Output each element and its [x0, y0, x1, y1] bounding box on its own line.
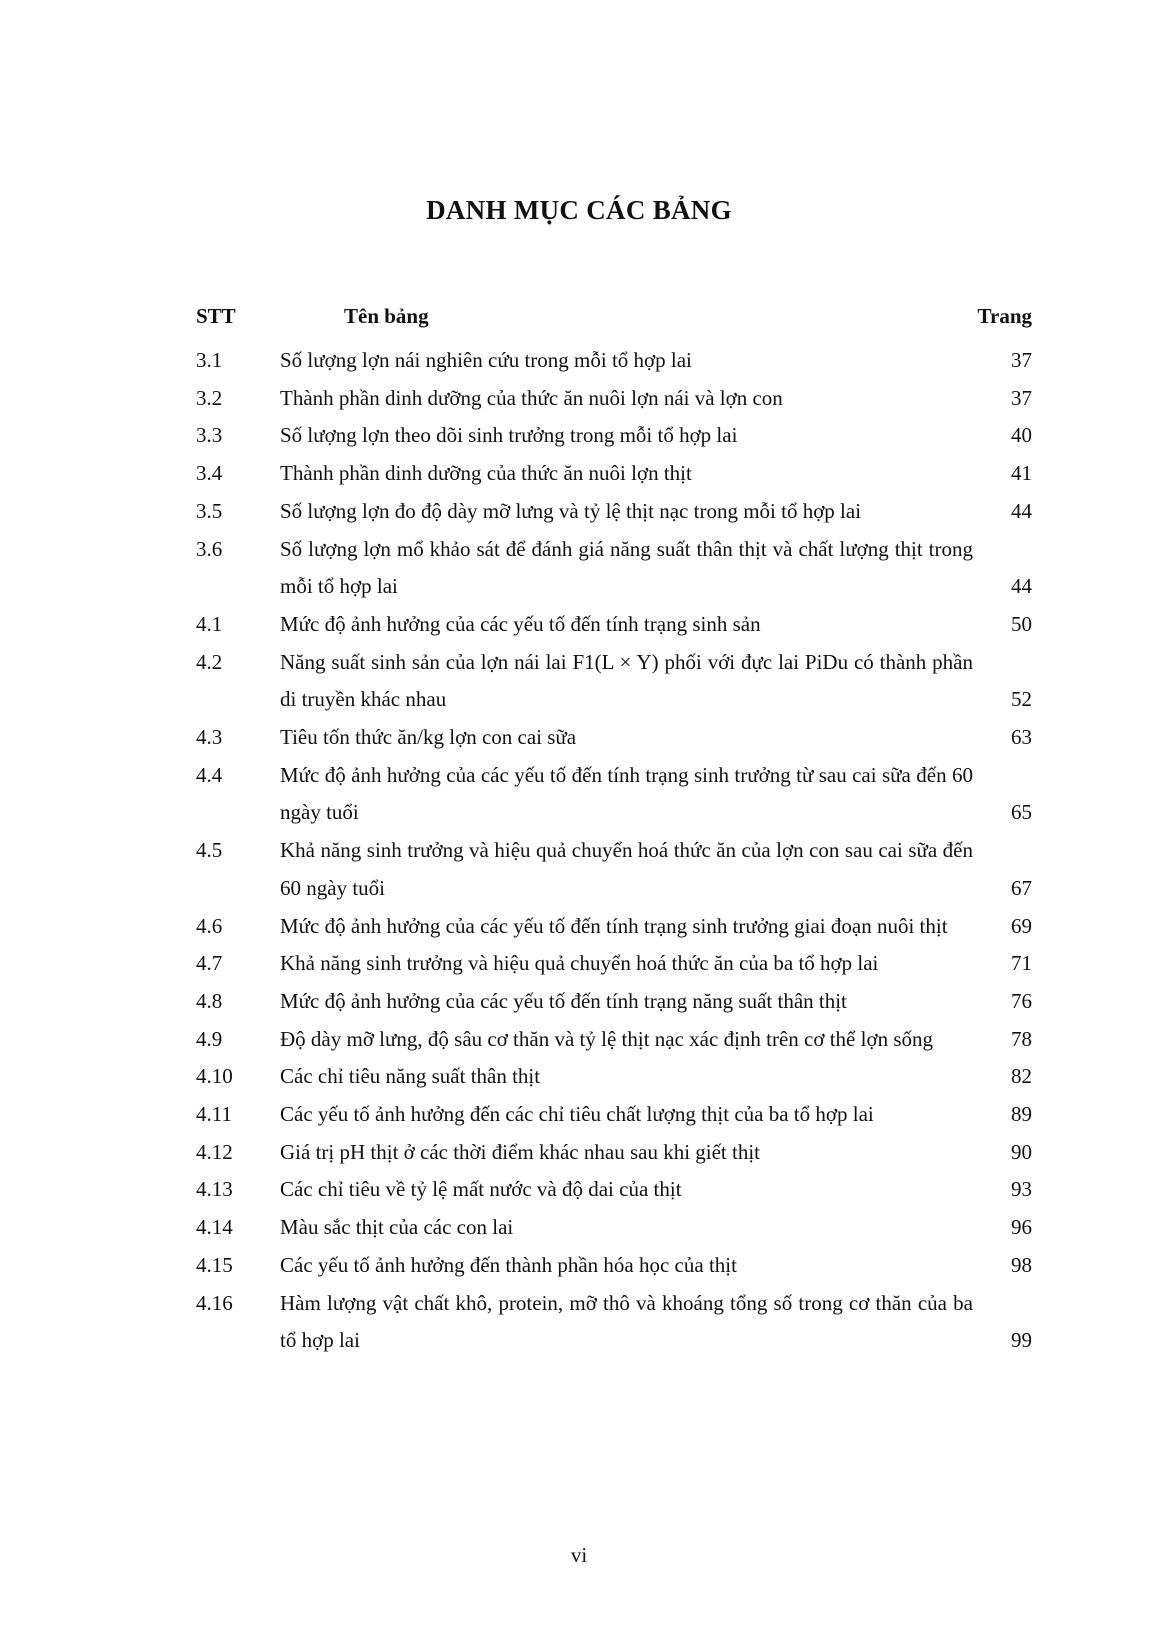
row-title: Mức độ ảnh hưởng của các yếu tố đến tính trạng sinh trưởng giai đoạn nuôi thịt — [280, 913, 948, 938]
row-page: 50 — [1011, 611, 1032, 636]
row-page: 69 — [1011, 913, 1032, 938]
row-page: 76 — [1011, 988, 1032, 1013]
row-number: 4.5 — [196, 838, 223, 863]
header-stt: STT — [196, 304, 236, 328]
row-title: Khả năng sinh trưởng và hiệu quả chuyển hoá thức ăn của ba tổ hợp lai — [280, 951, 879, 976]
table-row[interactable] — [196, 1134, 1032, 1172]
row-page: 63 — [1011, 725, 1032, 750]
row-title: Thành phần dinh dưỡng của thức ăn nuôi lợn thịt — [280, 461, 692, 486]
row-page: 78 — [1011, 1026, 1032, 1051]
row-title: Màu sắc thịt của các con lai — [280, 1215, 514, 1240]
table-row[interactable] — [196, 719, 1032, 757]
row-number: 4.15 — [196, 1252, 233, 1277]
row-title: Số lượng lợn đo độ dày mỡ lưng và tỷ lệ thịt nạc trong mỗi tổ hợp lai — [280, 498, 862, 523]
row-page: 99 — [1011, 1328, 1032, 1353]
row-title: Mức độ ảnh hưởng của các yếu tố đến tính trạng sinh sản — [280, 611, 761, 636]
row-title: Mức độ ảnh hưởng của các yếu tố đến tính trạng năng suất thân thịt — [280, 988, 847, 1013]
row-number: 3.2 — [196, 385, 223, 410]
row-page: 40 — [1011, 423, 1032, 448]
header-page: Trang — [977, 304, 1032, 328]
row-title: Số lượng lợn nái nghiên cứu trong mỗi tổ hợp lai — [280, 348, 692, 372]
table-row[interactable] — [196, 531, 1032, 606]
row-title: Các yếu tố ảnh hưởng đến các chỉ tiêu chất lượng thịt của ba tổ hợp lai — [280, 1102, 874, 1127]
row-title: Số lượng lợn theo dõi sinh trưởng trong mỗi tổ hợp lai — [280, 423, 738, 448]
table-rows — [196, 342, 1032, 1360]
row-number: 4.11 — [196, 1102, 232, 1127]
row-title: Các chỉ tiêu năng suất thân thịt — [280, 1064, 541, 1089]
row-page: 90 — [1011, 1139, 1032, 1164]
row-title: Độ dày mỡ lưng, độ sâu cơ thăn và tỷ lệ thịt nạc xác định trên cơ thể lợn sống — [280, 1026, 933, 1051]
table-row[interactable] — [196, 493, 1032, 531]
row-number: 4.10 — [196, 1064, 233, 1089]
table-row[interactable] — [196, 342, 1032, 380]
table-row[interactable] — [196, 1171, 1032, 1209]
row-title: Năng suất sinh sản của lợn nái lai F1(L × Y) phối với đực lai PiDu có thành phần di truyền khác nhau — [280, 649, 973, 712]
row-title: Mức độ ảnh hưởng của các yếu tố đến tính trạng sinh trưởng từ sau cai sữa đến 60 ngày tuổi — [280, 762, 973, 825]
table-row[interactable] — [196, 945, 1032, 983]
row-number: 4.14 — [196, 1215, 233, 1240]
row-title: Thành phần dinh dưỡng của thức ăn nuôi lợn nái và lợn con — [280, 385, 783, 410]
table-row[interactable] — [196, 1021, 1032, 1059]
row-number: 3.4 — [196, 461, 223, 486]
table-row[interactable] — [196, 757, 1032, 832]
row-page: 65 — [1011, 800, 1032, 825]
row-number: 4.6 — [196, 913, 223, 938]
row-number: 3.3 — [196, 423, 223, 448]
row-page: 52 — [1011, 687, 1032, 712]
table-row[interactable] — [196, 380, 1032, 418]
table-row[interactable] — [196, 417, 1032, 455]
row-page: 41 — [1011, 461, 1032, 486]
table-row[interactable] — [196, 1209, 1032, 1247]
table-row[interactable] — [196, 832, 1032, 907]
row-page: 37 — [1011, 348, 1032, 372]
row-number: 4.9 — [196, 1026, 223, 1051]
row-title: Giá trị pH thịt ở các thời điểm khác nhau sau khi giết thịt — [280, 1139, 761, 1164]
row-title: Tiêu tốn thức ăn/kg lợn con cai sữa — [280, 725, 577, 750]
row-page: 89 — [1011, 1102, 1032, 1127]
row-number: 4.3 — [196, 725, 223, 750]
table-row[interactable] — [196, 644, 1032, 719]
table-row[interactable] — [196, 455, 1032, 493]
row-title: Số lượng lợn mổ khảo sát để đánh giá năng suất thân thịt và chất lượng thịt trong mỗi tổ hợp lai — [280, 536, 973, 599]
row-page: 96 — [1011, 1215, 1032, 1240]
table-row[interactable] — [196, 1096, 1032, 1134]
row-number: 4.13 — [196, 1177, 233, 1202]
row-page: 98 — [1011, 1252, 1032, 1277]
row-number: 4.12 — [196, 1139, 233, 1164]
row-title: Khả năng sinh trưởng và hiệu quả chuyển hoá thức ăn của lợn con sau cai sữa đến 60 ngày tuổi — [280, 838, 973, 900]
row-page: 93 — [1011, 1177, 1032, 1202]
page-number: vi — [570, 1543, 588, 1567]
row-number: 4.1 — [196, 611, 223, 636]
row-page: 71 — [1011, 951, 1032, 976]
row-number: 4.4 — [196, 762, 223, 787]
table-row[interactable] — [196, 1285, 1032, 1360]
row-page: 67 — [1011, 875, 1032, 900]
row-number: 4.16 — [196, 1290, 233, 1315]
row-number: 4.7 — [196, 951, 223, 976]
table-row[interactable] — [196, 606, 1032, 644]
table-row[interactable] — [196, 983, 1032, 1021]
row-number: 4.2 — [196, 649, 223, 674]
row-title: Các yếu tố ảnh hưởng đến thành phần hóa học của thịt — [280, 1252, 737, 1277]
table-row[interactable] — [196, 1058, 1032, 1096]
row-page: 37 — [1011, 385, 1032, 410]
row-number: 3.5 — [196, 498, 223, 523]
row-number: 3.6 — [196, 536, 223, 561]
table-header — [196, 304, 1032, 342]
row-number: 3.1 — [196, 348, 223, 372]
table-row[interactable] — [196, 1247, 1032, 1285]
table-list — [196, 304, 1032, 1360]
row-title: Hàm lượng vật chất khô, protein, mỡ thô và khoáng tổng số trong cơ thăn của ba tổ hợp lai — [280, 1290, 973, 1353]
row-number: 4.8 — [196, 988, 223, 1013]
table-row[interactable] — [196, 908, 1032, 946]
header-name: Tên bảng — [344, 304, 429, 328]
row-title: Các chỉ tiêu về tỷ lệ mất nước và độ dai của thịt — [280, 1177, 682, 1202]
page-title: DANH MỤC CÁC BẢNG — [426, 195, 732, 225]
row-page: 44 — [1011, 574, 1032, 599]
row-page: 44 — [1011, 498, 1032, 523]
row-page: 82 — [1011, 1064, 1032, 1089]
